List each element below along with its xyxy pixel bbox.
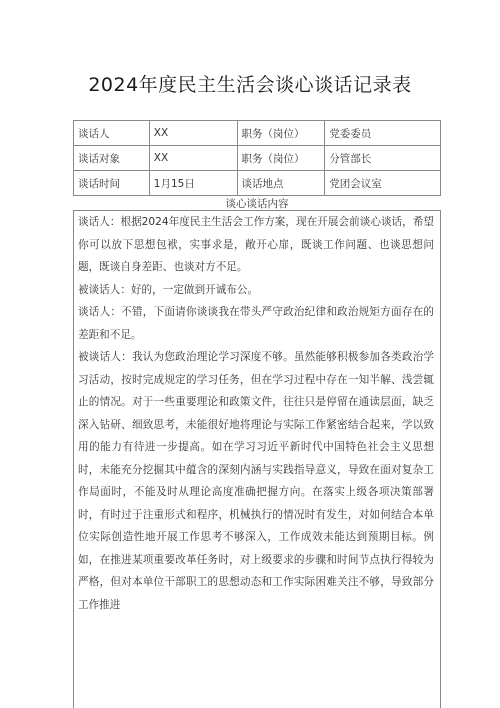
- info-row-time-place: [74, 171, 441, 196]
- value-speaker-position: 党委委员: [325, 121, 441, 146]
- label-time: 谈话时间: [74, 171, 150, 196]
- value-time: 1月15日: [149, 171, 237, 196]
- value-interviewee-position: 分管部长: [325, 146, 441, 171]
- paragraph: 被谈话人：好的，一定做到开诚布公。: [78, 283, 259, 296]
- label-interviewee-position: 职务（岗位）: [237, 146, 325, 171]
- label-speaker-position: 职务（岗位）: [237, 121, 325, 146]
- info-row-speaker: [74, 121, 441, 146]
- value-speaker: XX: [149, 121, 237, 146]
- info-row-interviewee: [74, 146, 441, 171]
- value-interviewee: XX: [149, 146, 237, 171]
- document-title: 2024年度民主生活会谈心谈话记录表: [88, 74, 412, 96]
- content-box: [73, 210, 441, 708]
- value-place: 党团会议室: [325, 171, 441, 196]
- paragraph: 被谈话人：我认为您政治理论学习深度不够。虽然能够积极参加各类政治学习活动，按时完成规定的学习任务，但在学习过程中存在一知半解、浅尝辄止的情况。对于一些重要理论和政策文件，往往只是停留在通读层面，缺乏深入钻研、细致思考，未能很好地将理论与实际工作紧密结合起来，学以致用的能力有待进一步提高。如在学习习近平新时代中国特色社会主义思想时，未能充分挖掘其中蕴含的深刻内涵与实践指导意义，导致在面对复杂工作局面时，不能及时从理论高度准确把握方向。在落实上级各项决策部署时，有时过于注重形式和程序，机械执行的情况时有发生，对如何结合本单位实际创造性地开展工作思考不够深入，工作成效未能达到预期目标。例如，在推进某项重要改革任务时，对上级要求的步骤和时间节点执行得较为严格，但对本单位干部职工的思想动态和工作实际困难关注不够，导致部分工作推进: [78, 351, 434, 611]
- content-header: 谈心谈话内容: [225, 198, 289, 210]
- label-place: 谈话地点: [237, 171, 325, 196]
- label-speaker: 谈话人: [74, 121, 150, 146]
- label-interviewee: 谈话对象: [74, 146, 150, 171]
- paragraph: 谈话人：根据2024年度民主生活会工作方案，现在开展会前谈心谈话，希望你可以放下思想包袱，实事求是，敞开心扉，既谈工作问题、也谈思想问题，既谈自身差距、也谈对方不足。: [78, 216, 434, 273]
- paragraph: 谈话人：不错，下面请你谈谈我在带头严守政治纪律和政治规矩方面存在的差距和不足。: [78, 306, 434, 341]
- info-table: [73, 120, 441, 196]
